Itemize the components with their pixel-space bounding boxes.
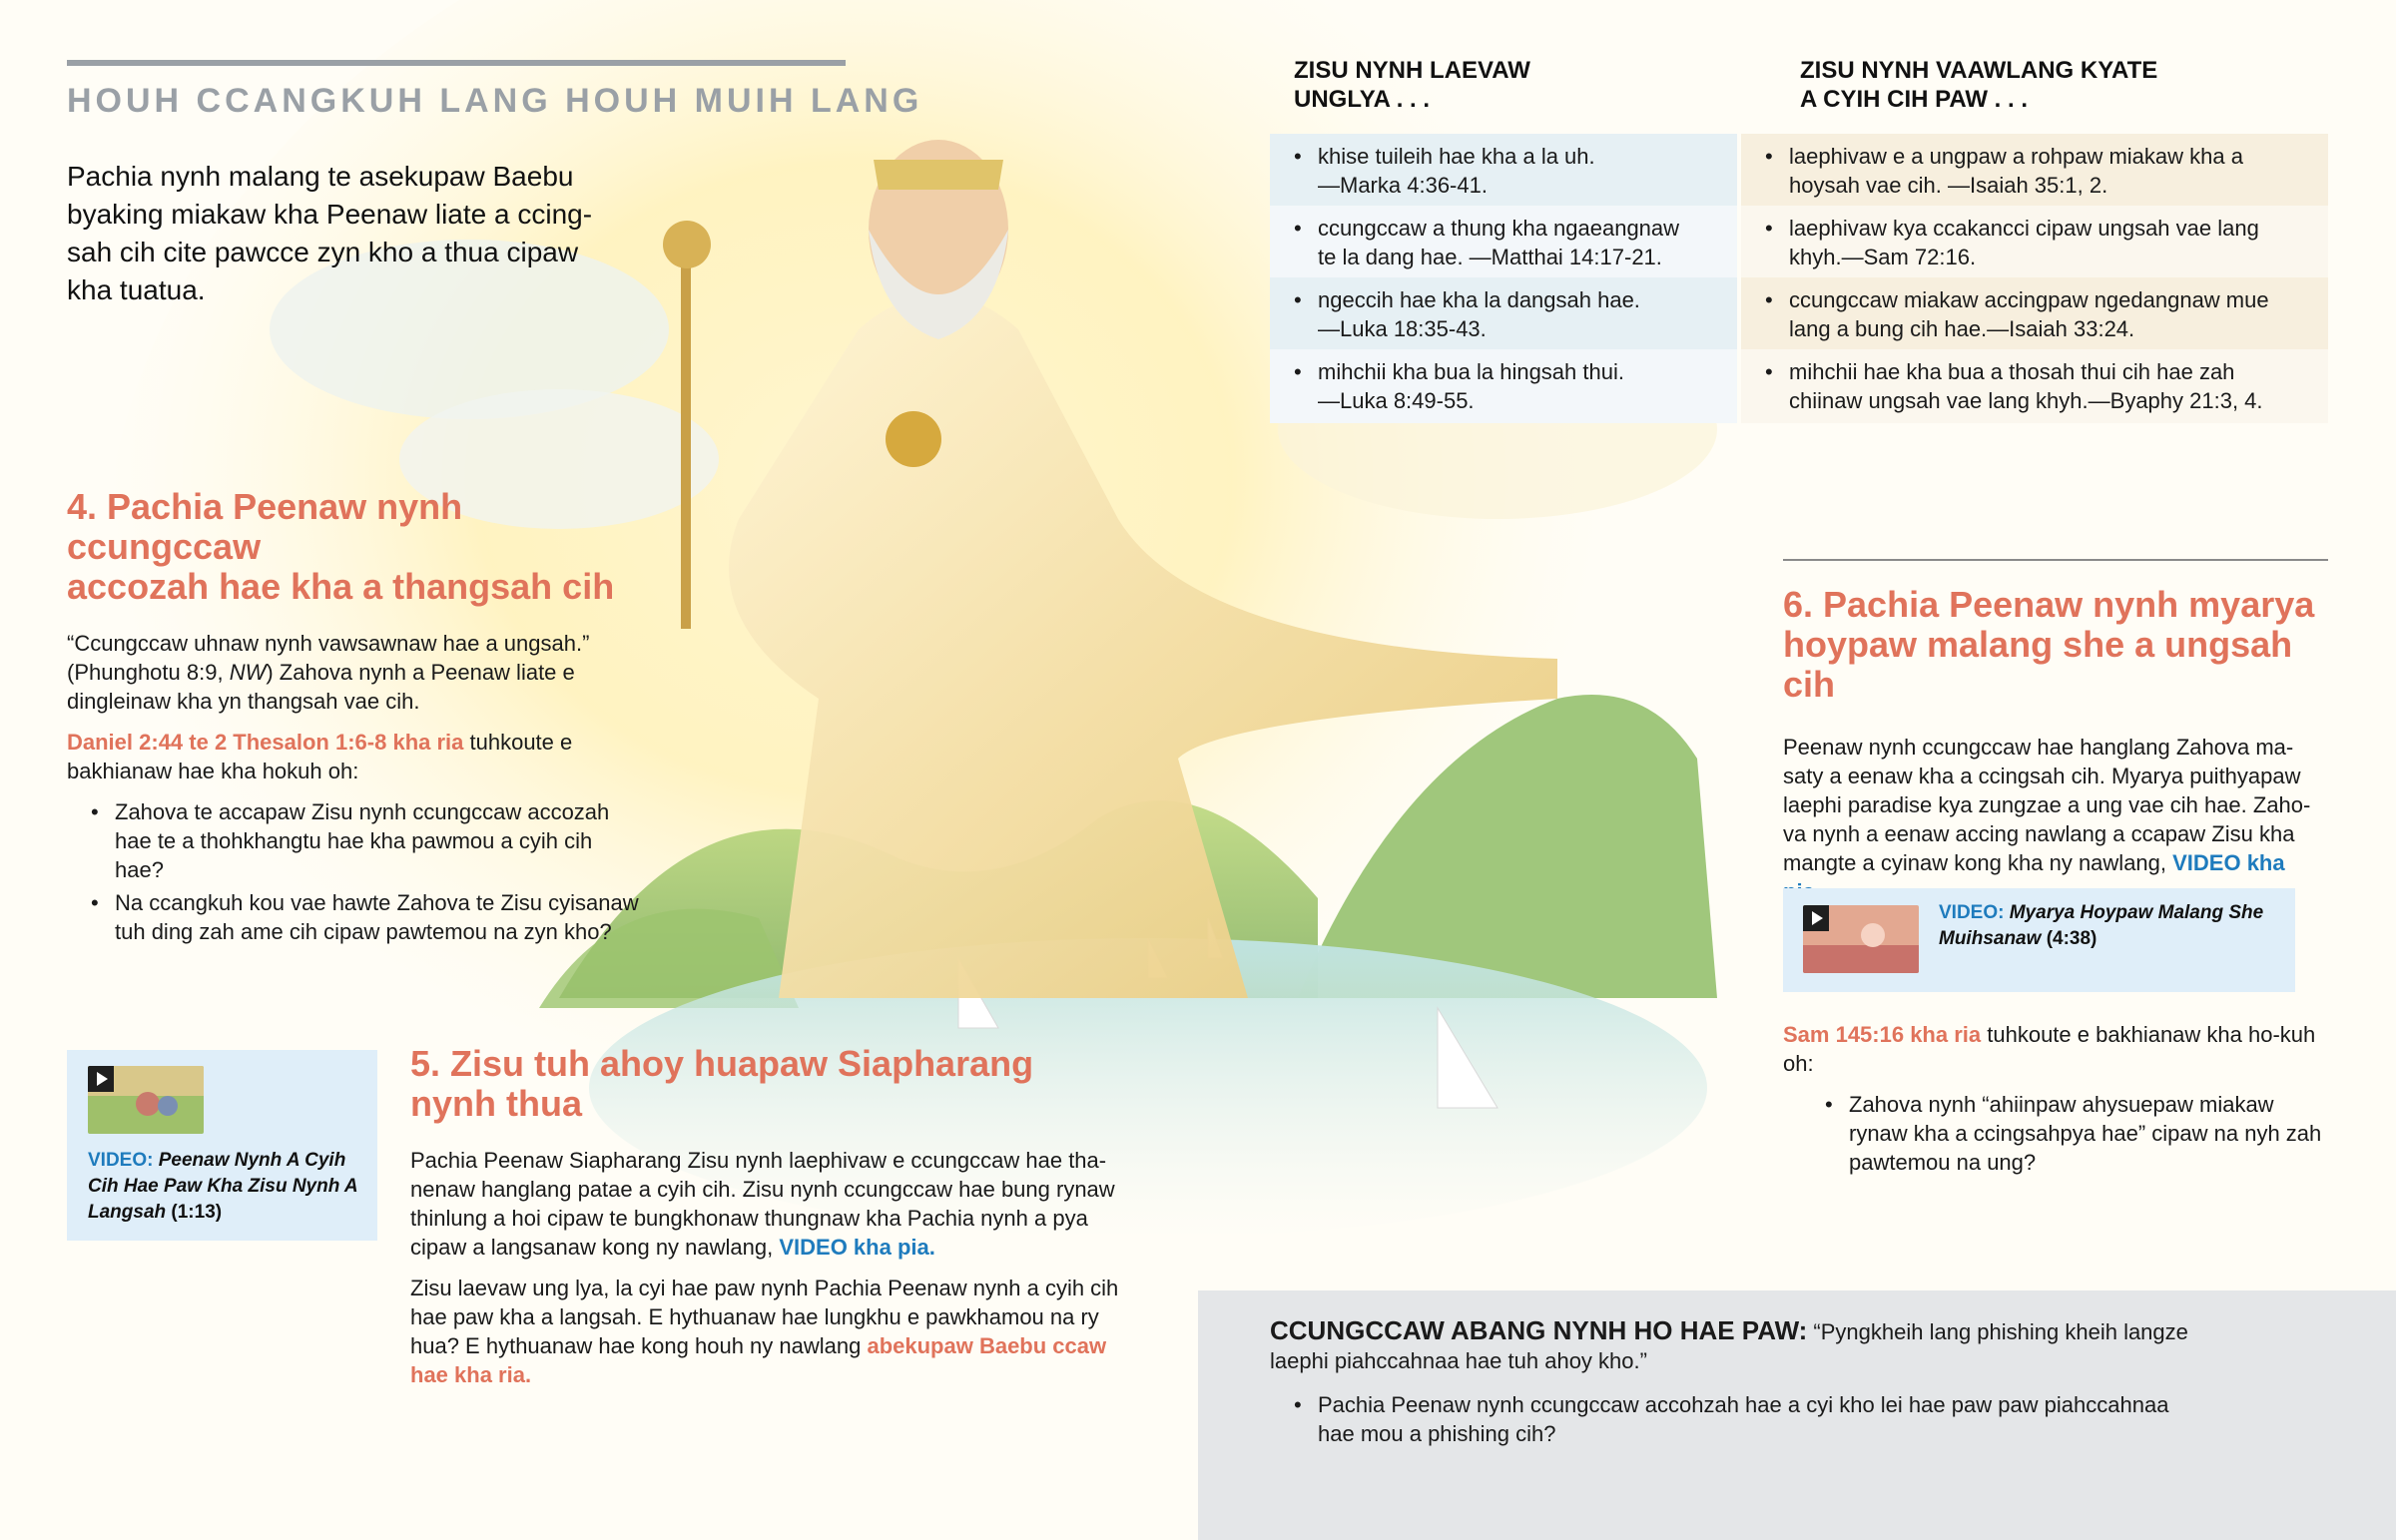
footer-box: [1198, 1290, 2396, 1540]
question-item: • Zahova nynh “ahiinpaw ahysuepaw miakaw rynaw kha a ccingsahpya hae” cipaw na nyh zah pawtemou na ung?: [1801, 1090, 2328, 1177]
section-6-questions: [1783, 1090, 2328, 1177]
video-link[interactable]: VIDEO kha: [2172, 850, 2285, 875]
table-row: • laephivaw kya ccakancci cipaw ungsah vae lang khyh.—Sam 72:16.: [1741, 206, 2328, 277]
video-caption: VIDEO: Peenaw Nynh A Cyih Cih Hae Paw Kha Zisu Nynh A Langsah (1:13): [88, 1150, 357, 1223]
scripture-link[interactable]: abekupaw Baebu ccaw hae kha ria.: [410, 1333, 1107, 1387]
video-caption: VIDEO: Myarya Hoypaw Malang She Muihsanaw (4:38): [1939, 902, 2264, 949]
section-6-paragraph: Peenaw nynh ccungccaw hae hanglang Zahova ma-saty a eenaw kha a ccingsah cih. Myarya puithyapaw laephi paradise kya zungzae a ung vae cih hae. Zaho-va nynh a eenaw accing nawlang a ccapaw Zisu kha mangte a cyinaw kong kha ny nawlang, VIDEO kha: [1783, 733, 2328, 906]
section-6-divider: [1783, 559, 2328, 561]
video-card-2[interactable]: [1783, 888, 2295, 992]
section-5: [410, 1044, 1133, 1389]
footer-objection: CCUNGCCAW ABANG NYNH HO HAE PAW: “Pyngkheih lang phishing kheih langze laephi piahccahnaa hae tuh ahoy kho.”: [1270, 1315, 2188, 1373]
table-heading-left: ZISU NYNH LAEVAW UNGLYA . . .: [1294, 57, 1530, 113]
intro-text: Pachia nynh malang te asekupaw Baebu byaking miakaw kha Peenaw liate a ccing-sah cih cite pawcce zyn kho a thua cipaw kha tuatua.: [67, 161, 593, 305]
table-row: • ccungccaw miakaw accingpaw ngedangnaw mue lang a bung cih hae.—Isaiah 33:24.: [1741, 277, 2328, 349]
section-6-reading: Sam 145:16 kha ria tuhkoute e bakhianaw kha ho-kuh oh:: [1783, 1022, 2316, 1076]
table-row: • mihchii kha bua la hingsah thui. —Luka 8:49-55.: [1270, 349, 1737, 423]
play-icon[interactable]: [88, 1066, 114, 1092]
footer-lead: CCUNGCCAW ABANG NYNH HO HAE PAW:: [1270, 1315, 1808, 1345]
section-4-title: 4. Pachia Peenaw nynh ccungccaw accozah hae kha a thangsah cih: [67, 486, 615, 607]
table-row: • ngeccih hae kha la dangsah hae. —Luka 18:35-43.: [1270, 277, 1737, 349]
section-4-questions: [67, 797, 646, 946]
section-5-paragraph-1: Pachia Peenaw Siapharang Zisu nynh laephivaw e ccungccaw hae tha-nenaw hanglang patae a cyih cih. Zisu nynh ccungccaw hae bung rynaw thinlung a hoi cipaw te bungkhonaw thungnaw kha Pachia nynh a pya cipaw a langsanaw kong ny nawlang, VIDEO kha pia.: [410, 1148, 1115, 1260]
section-label: HOUH CCANGKUH LANG HOUH MUIH LANG: [67, 82, 923, 120]
table-row: • khise tuileih hae kha a la uh. —Marka 4:36-41.: [1270, 134, 1737, 206]
scripture-link[interactable]: Daniel 2:44 te 2 Thesalon 1:6-8 kha ria: [67, 730, 464, 755]
play-icon[interactable]: [1803, 905, 1829, 931]
table-row: • mihchii hae kha bua a thosah thui cih hae zah chiinaw ungsah vae lang khyh.—Byaphy 21:3, 4.: [1741, 349, 2328, 423]
section-4: [67, 487, 646, 946]
section-6-reading-block: [1783, 1020, 2328, 1177]
footer-question: • Pachia Peenaw nynh ccungccaw accohzah hae a cyi kho lei hae paw paw piahccahnaa hae mou a phishing cih?: [1294, 1392, 2169, 1446]
section-4-paragraph: “Ccungccaw uhnaw nynh vawsawnaw hae a ungsah.” (Phunghotu 8:9, NW) Zahova nynh a Peenaw liate e dingleinaw kha yn thangsah vae cih.: [67, 631, 590, 714]
table-heading-right: ZISU NYNH VAAWLANG KYATE A CYIH CIH PAW . . .: [1800, 57, 2158, 113]
header-rule: [67, 60, 846, 66]
section-5-title: 5. Zisu tuh ahoy huapaw Siapharang nynh thua: [410, 1043, 1034, 1124]
question-item: • Na ccangkuh kou vae hawte Zahova te Zisu cyisanaw tuh ding zah ame cih cipaw pawtemou na zyn kho?: [67, 888, 646, 946]
video-thumbnail[interactable]: [88, 1066, 204, 1134]
video-card-1[interactable]: [67, 1050, 377, 1241]
video-link[interactable]: VIDEO kha pia.: [779, 1235, 935, 1260]
scripture-link[interactable]: Sam 145:16 kha ria: [1783, 1022, 1982, 1047]
video-thumbnail[interactable]: [1803, 905, 1919, 973]
section-4-reading: Daniel 2:44 te 2 Thesalon 1:6-8 kha ria tuhkoute e bakhianaw hae kha hokuh oh:: [67, 730, 573, 783]
table-row: • ccungccaw a thung kha ngaeangnaw te la dang hae. —Matthai 14:17-21.: [1270, 206, 1737, 277]
question-item: • Zahova te accapaw Zisu nynh ccungccaw accozah hae te a thohkhangtu hae kha pawmou a cyih cih hae?: [67, 797, 646, 884]
section-5-paragraph-2: Zisu laevaw ung lya, la cyi hae paw nynh Pachia Peenaw nynh a cyih cih hae paw kha a langsah. E hythuanaw hae lungkhu e pawkhamou na ry hua? E hythuanaw hae kong houh ny nawlang abekupaw Baebu ccaw hae kha ria.: [410, 1276, 1119, 1387]
table-row: • laephivaw e a ungpaw a rohpaw miakaw kha a hoysah vae cih. —Isaiah 35:1, 2.: [1741, 134, 2328, 206]
section-6: [1783, 585, 2328, 906]
section-6-title: 6. Pachia Peenaw nynh myarya hoypaw malang she a ungsah cih: [1783, 584, 2315, 705]
